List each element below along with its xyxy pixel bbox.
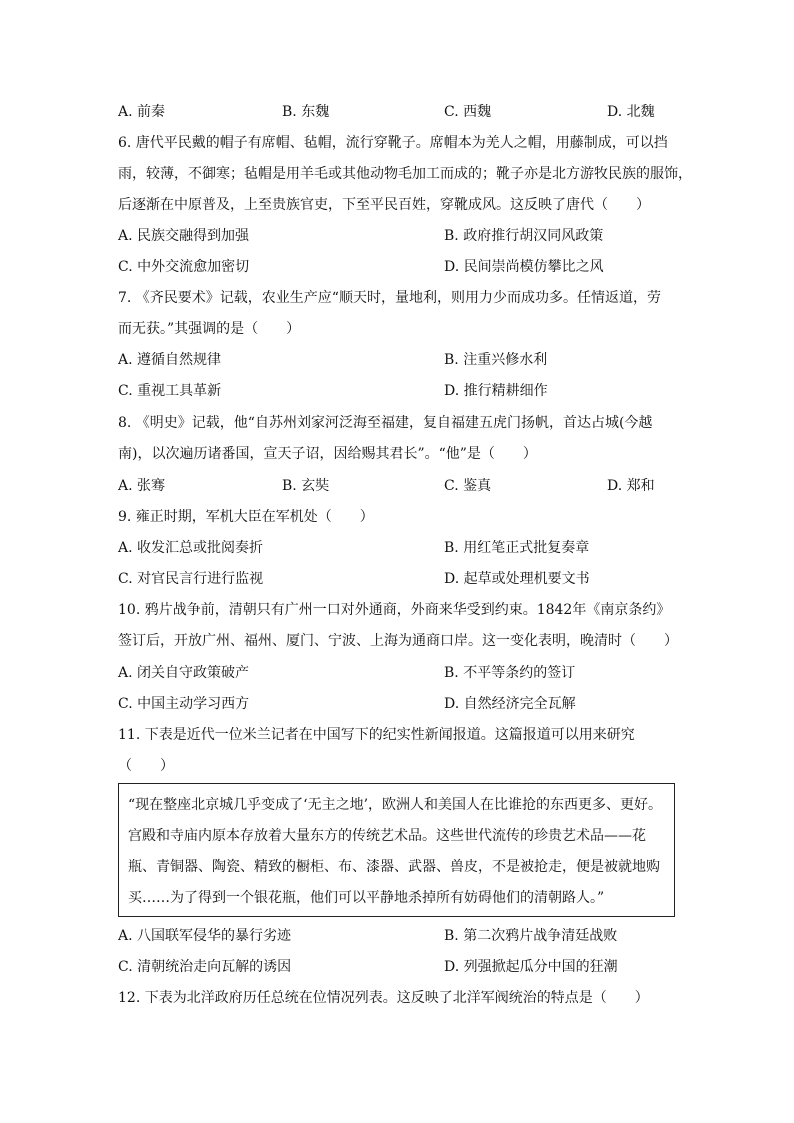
q6-stem-line-1: 6. 唐代平民戴的帽子有席帽、毡帽，流行穿靴子。席帽本为羌人之帽，用藤制成，可以挡 xyxy=(118,135,668,151)
q11-option-a: A. 八国联军侵华的暴行劣迹 xyxy=(118,928,292,944)
q9-option-d: D. 起草或处理机要文书 xyxy=(444,571,590,587)
q7-option-d: D. 推行精耕细作 xyxy=(444,383,548,399)
q10-option-d: D. 自然经济完全瓦解 xyxy=(444,696,576,712)
q6-option-c: C. 中外交流愈加密切 xyxy=(118,259,250,275)
q8-option-a: A. 张骞 xyxy=(118,478,166,494)
q6-option-b: B. 政府推行胡汉同风政策 xyxy=(444,228,604,244)
q11-quote-line-1: “现在整座北京城几乎变成了‘无主之地’，欧洲人和美国人在比谁抢的东西更多、更好。 xyxy=(128,797,663,813)
q8-option-d: D. 郑和 xyxy=(607,478,655,494)
q6-stem-line-3: 后逐渐在中原普及，上至贵族官吏，下至平民百姓，穿靴成风。这反映了唐代（ ） xyxy=(118,197,650,213)
q12-stem-line-1: 12. 下表为北洋政府历任总统在位情况列表。这反映了北洋军阀统治的特点是（ ） xyxy=(118,990,649,1006)
q11-option-b: B. 第二次鸦片战争清廷战败 xyxy=(444,928,618,944)
q9-option-a: A. 收发汇总或批阅奏折 xyxy=(118,540,264,556)
q10-option-a: A. 闭关自守政策破产 xyxy=(118,665,250,681)
q7-option-a: A. 遵循自然规律 xyxy=(118,352,222,368)
q5-option-c: C. 西魏 xyxy=(444,104,492,120)
q7-option-b: B. 注重兴修水利 xyxy=(444,352,548,368)
q7-stem-line-2: 而无获。”其强调的是（ ） xyxy=(118,321,301,337)
q8-option-c: C. 鉴真 xyxy=(444,478,492,494)
q11-option-d: D. 列强掀起瓜分中国的狂潮 xyxy=(444,959,618,975)
q9-stem-line-1: 9. 雍正时期，军机大臣在军机处（ ） xyxy=(118,509,374,525)
q9-option-b: B. 用红笔正式批复奏章 xyxy=(444,540,590,556)
q6-option-a: A. 民族交融得到加强 xyxy=(118,228,250,244)
q10-stem-line-1: 10. 鸦片战争前，清朝只有广州一口对外通商，外商来华受到约束。1842年《南京条约》 xyxy=(118,602,671,618)
q8-stem-line-1: 8. 《明史》记载，他“自苏州刘家河泛海至福建，复自福建五虎门扬帆，首达占城(今越 xyxy=(118,415,653,431)
q6-option-d: D. 民间崇尚模仿攀比之风 xyxy=(444,259,604,275)
q8-option-b: B. 玄奘 xyxy=(282,478,330,494)
q11-option-c: C. 清朝统治走向瓦解的诱因 xyxy=(118,959,292,975)
q11-quote-line-2: 宫殿和寺庙内原本存放着大量东方的传统艺术品。这些世代流传的珍贵艺术品——花 xyxy=(128,828,646,844)
q10-option-b: B. 不平等条约的签订 xyxy=(444,665,576,681)
q5-option-b: B. 东魏 xyxy=(282,104,330,120)
q7-stem-line-1: 7. 《齐民要术》记载，农业生产应“顺天时，量地利，则用力少而成功多。任情返道，劳 xyxy=(118,290,661,306)
q11-stem-line-1: 11. 下表是近代一位米兰记者在中国写下的纪实性新闻报道。这篇报道可以用来研究 xyxy=(118,727,635,743)
q11-quote-box xyxy=(118,783,675,917)
q11-quote-line-4: 买……为了得到一个银花瓶，他们可以平静地杀掉所有妨碍他们的清朝路人。” xyxy=(128,890,605,906)
q7-option-c: C. 重视工具革新 xyxy=(118,383,222,399)
q11-quote-line-3: 瓶、青铜器、陶瓷、精致的橱柜、布、漆器、武器、兽皮，不是被抢走，便是被就地购 xyxy=(128,859,660,875)
q5-option-a: A. 前秦 xyxy=(118,104,166,120)
q6-stem-line-2: 雨，较薄，不御寒；毡帽是用羊毛或其他动物毛加工而成的；靴子亦是北方游牧民族的服饰， xyxy=(118,166,692,182)
q10-option-c: C. 中国主动学习西方 xyxy=(118,696,250,712)
q8-stem-line-2: 南)，以次遍历诸番国，宣天子诏，因给赐其君长”。“他”是（ ） xyxy=(118,446,537,462)
q5-option-d: D. 北魏 xyxy=(607,104,655,120)
q11-stem-line-2: （ ） xyxy=(118,758,174,774)
q10-stem-line-2: 签订后，开放广州、福州、厦门、宁波、上海为通商口岸。这一变化表明，晚清时（ ） xyxy=(118,633,678,649)
q9-option-c: C. 对官民言行进行监视 xyxy=(118,571,264,587)
